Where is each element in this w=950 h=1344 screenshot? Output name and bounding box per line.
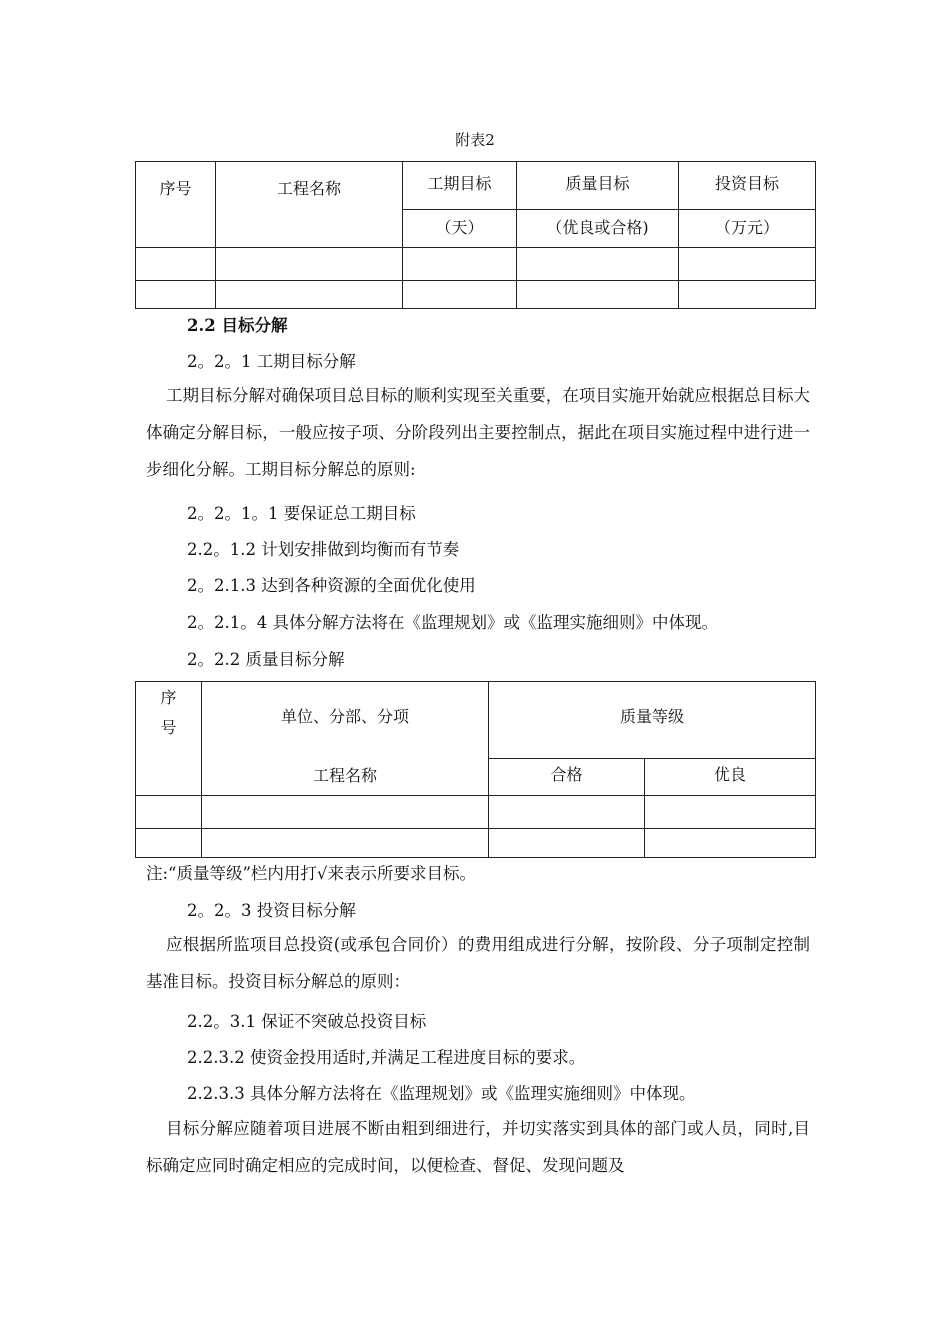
unit-money: （万元） — [679, 210, 816, 248]
item-2-2-1-3: 2。2.1.3 达到各种资源的全面优化使用 — [187, 576, 476, 595]
header-investment-target: 投资目标 — [679, 162, 816, 210]
item-2-2-1-2: 2.2。1.2 计划安排做到均衡而有节奏 — [187, 540, 460, 559]
header-schedule-target: 工期目标 — [403, 162, 517, 210]
table-note: 注:“质量等级”栏内用打√来表示所要求目标。 — [146, 864, 476, 883]
unit-days: （天） — [403, 210, 517, 248]
item-2-2-1-4: 2。2.1。4 具体分解方法将在《监理规划》或《监理实施细则》中体现。 — [187, 613, 718, 632]
header-quality-grade: 质量等级 — [489, 682, 816, 759]
header-qualified: 合格 — [489, 759, 645, 796]
section-heading-2-2-3: 2。2。3 投资目标分解 — [187, 901, 356, 920]
paragraph-investment: 应根据所监项目总投资(或承包合同价）的费用组成进行分解，按阶段、分子项制定控制基准目标。投资目标分解总的原则： — [146, 935, 810, 991]
header-unit-project-name: 单位、分部、分项 工程名称 — [202, 682, 489, 796]
header-project-name: 工程名称 — [216, 162, 403, 248]
table-row — [136, 829, 816, 858]
item-2-2-3-2: 2.2.3.2 使资金投用适时,并满足工程进度目标的要求。 — [187, 1048, 586, 1067]
section-heading-2-2-2: 2。2.2 质量目标分解 — [187, 650, 345, 669]
item-2-2-3-1: 2.2。3.1 保证不突破总投资目标 — [187, 1012, 427, 1031]
header-excellent: 优良 — [645, 759, 816, 796]
section-heading-2-2-1: 2。2。1 工期目标分解 — [187, 352, 356, 371]
header-quality-target: 质量目标 — [517, 162, 679, 210]
schedule-target-table — [135, 161, 816, 309]
paragraph-closing: 目标分解应随着项目进展不断由粗到细进行，并切实落实到具体的部门或人员，同时,目标确定应同时确定相应的完成时间，以便检查、督促、发现问题及 — [146, 1119, 810, 1175]
header-serial-vertical: 序 号 — [136, 682, 202, 796]
item-2-2-1-1: 2。2。1。1 要保证总工期目标 — [187, 504, 416, 523]
section-heading-2-2: 2.2 目标分解 — [187, 316, 288, 335]
paragraph-schedule: 工期目标分解对确保项目总目标的顺利实现至关重要，在项目实施开始就应根据总目标大体确定分解目标，一般应按子项、分阶段列出主要控制点，据此在项目实施过程中进行进一步细化分解。工期目标分解总的原则: — [146, 386, 810, 479]
table-caption: 附表2 — [455, 131, 495, 149]
header-serial: 序号 — [136, 162, 216, 248]
table-row — [136, 281, 816, 309]
table-row — [136, 796, 816, 829]
table-row — [136, 248, 816, 281]
unit-quality: （优良或合格) — [517, 210, 679, 248]
item-2-2-3-3: 2.2.3.3 具体分解方法将在《监理规划》或《监理实施细则》中体现。 — [187, 1084, 696, 1103]
quality-grade-table — [135, 681, 816, 858]
